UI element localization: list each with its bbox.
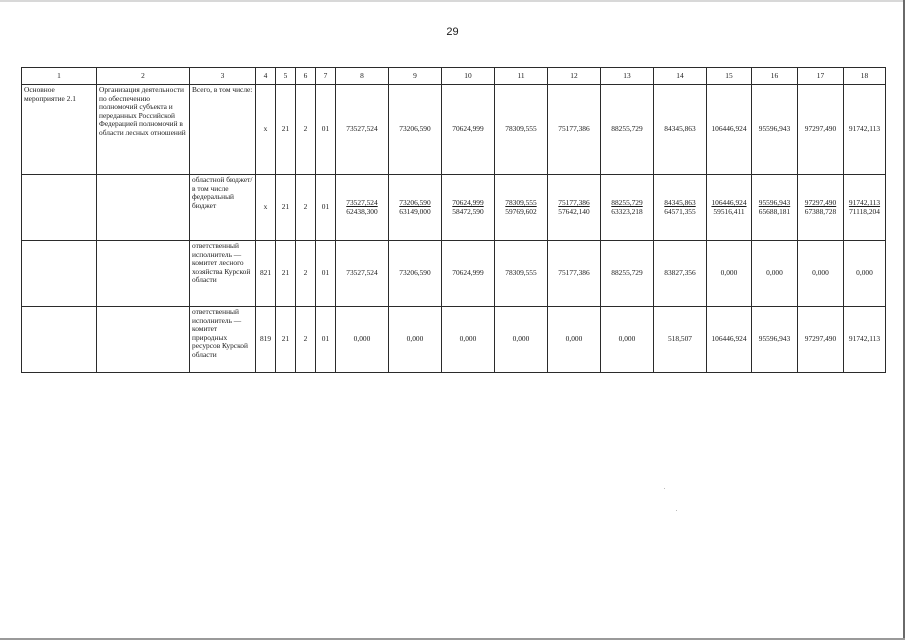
funding-source: ответственный исполнитель — комитет лесного хозяйства Курской области (190, 241, 256, 307)
amount-cell: 0,000 (844, 241, 886, 307)
column-number: 13 (601, 68, 654, 85)
federal-amount: 71118,204 (849, 206, 880, 216)
amount-cell: 95596,943 (752, 85, 798, 175)
measure-description (97, 241, 190, 307)
federal-amount: 63149,000 (399, 206, 431, 216)
cell-code: 01 (316, 241, 336, 307)
amount-cell: 73206,590 (389, 85, 442, 175)
regional-amount: 75177,386 (558, 197, 590, 207)
scan-edge-top (0, 0, 905, 2)
cell-code: x (256, 175, 276, 241)
column-number: 12 (548, 68, 601, 85)
amount-cell: 106446,924 (707, 307, 752, 373)
amount-cell: 84345,863 (654, 85, 707, 175)
column-number: 15 (707, 68, 752, 85)
column-number: 2 (97, 68, 190, 85)
amount-cell: 0,000 (752, 241, 798, 307)
amount-cell (495, 175, 548, 241)
table-row (22, 175, 886, 241)
column-number-row (22, 68, 886, 85)
column-number: 10 (442, 68, 495, 85)
measure-description (97, 175, 190, 241)
amount-cell: 91742,113 (844, 307, 886, 373)
amount-cell (442, 175, 495, 241)
amount-cell (844, 175, 886, 241)
amount-cell (548, 175, 601, 241)
amount-cell: 83827,356 (654, 241, 707, 307)
amount-cell: 0,000 (601, 307, 654, 373)
amount-cell: 73527,524 (336, 241, 389, 307)
federal-amount: 58472,590 (452, 206, 484, 216)
amount-cell: 97297,490 (798, 307, 844, 373)
amount-cell: 78309,555 (495, 241, 548, 307)
column-number: 11 (495, 68, 548, 85)
amount-cell (654, 175, 707, 241)
column-number: 14 (654, 68, 707, 85)
amount-cell: 0,000 (495, 307, 548, 373)
amount-cell: 75177,386 (548, 85, 601, 175)
amount-cell (389, 175, 442, 241)
column-number: 16 (752, 68, 798, 85)
regional-amount: 97297,490 (804, 197, 837, 207)
amount-cell: 106446,924 (707, 85, 752, 175)
column-number: 3 (190, 68, 256, 85)
amount-cell: 0,000 (442, 307, 495, 373)
cell-code: 2 (296, 85, 316, 175)
amount-cell: 88255,729 (601, 85, 654, 175)
federal-amount: 67388,728 (804, 206, 837, 216)
measure-name (22, 175, 97, 241)
measure-name: Основное мероприятие 2.1 (22, 85, 97, 175)
regional-amount: 88255,729 (611, 197, 643, 207)
cell-code: 2 (296, 241, 316, 307)
regional-amount: 106446,924 (711, 197, 747, 207)
column-number: 5 (276, 68, 296, 85)
column-number: 4 (256, 68, 276, 85)
amount-cell: 0,000 (798, 241, 844, 307)
amount-cell (707, 175, 752, 241)
amount-cell (798, 175, 844, 241)
amount-cell: 88255,729 (601, 241, 654, 307)
scan-speck (664, 488, 665, 489)
measure-name (22, 307, 97, 373)
column-number: 7 (316, 68, 336, 85)
amount-cell: 75177,386 (548, 241, 601, 307)
regional-amount: 73527,524 (346, 197, 378, 207)
cell-code: 21 (276, 307, 296, 373)
amount-cell (752, 175, 798, 241)
amount-cell (601, 175, 654, 241)
amount-cell: 0,000 (548, 307, 601, 373)
cell-code: 2 (296, 307, 316, 373)
amount-cell: 70624,999 (442, 241, 495, 307)
federal-amount: 57642,140 (558, 206, 590, 216)
amount-cell: 78309,555 (495, 85, 548, 175)
table-row (22, 85, 886, 175)
cell-code: x (256, 85, 276, 175)
column-number: 17 (798, 68, 844, 85)
federal-amount: 59769,602 (505, 206, 537, 216)
cell-code: 21 (276, 241, 296, 307)
amount-cell: 0,000 (707, 241, 752, 307)
federal-amount: 64571,355 (664, 206, 696, 216)
federal-amount: 65688,181 (758, 206, 791, 216)
funding-source: Всего, в том числе: (190, 85, 256, 175)
measure-description (97, 307, 190, 373)
cell-code: 21 (276, 175, 296, 241)
cell-code: 821 (256, 241, 276, 307)
cell-code: 819 (256, 307, 276, 373)
cell-code: 01 (316, 175, 336, 241)
federal-amount: 59516,411 (713, 206, 745, 216)
amount-cell: 91742,113 (844, 85, 886, 175)
regional-amount: 95596,943 (758, 197, 791, 207)
regional-amount: 73206,590 (399, 197, 431, 207)
regional-amount: 84345,863 (664, 197, 696, 207)
funding-source: ответственный исполнитель — комитет природных ресурсов Курской области (190, 307, 256, 373)
budget-table (21, 67, 886, 373)
regional-amount: 91742,113 (848, 197, 881, 207)
funding-source: областной бюджет/в том числе федеральный бюджет (190, 175, 256, 241)
column-number: 6 (296, 68, 316, 85)
measure-description: Организация деятельности по обеспечению полномочий субъекта и переданных Российской Федерацией полномочий в области лесных отношений (97, 85, 190, 175)
amount-cell (336, 175, 389, 241)
federal-amount: 63323,218 (611, 206, 643, 216)
column-number: 18 (844, 68, 886, 85)
amount-cell: 518,507 (654, 307, 707, 373)
amount-cell: 0,000 (389, 307, 442, 373)
table-row (22, 241, 886, 307)
amount-cell: 73527,524 (336, 85, 389, 175)
measure-name (22, 241, 97, 307)
scan-speck (676, 510, 677, 511)
amount-cell: 73206,590 (389, 241, 442, 307)
regional-amount: 78309,555 (505, 197, 537, 207)
column-number: 9 (389, 68, 442, 85)
amount-cell: 70624,999 (442, 85, 495, 175)
column-number: 1 (22, 68, 97, 85)
cell-code: 2 (296, 175, 316, 241)
column-number: 8 (336, 68, 389, 85)
cell-code: 01 (316, 307, 336, 373)
regional-amount: 70624,999 (452, 197, 484, 207)
federal-amount: 62438,300 (346, 206, 378, 216)
amount-cell: 97297,490 (798, 85, 844, 175)
cell-code: 01 (316, 85, 336, 175)
amount-cell: 0,000 (336, 307, 389, 373)
amount-cell: 95596,943 (752, 307, 798, 373)
page-number: 29 (446, 26, 459, 38)
table-row (22, 307, 886, 373)
cell-code: 21 (276, 85, 296, 175)
